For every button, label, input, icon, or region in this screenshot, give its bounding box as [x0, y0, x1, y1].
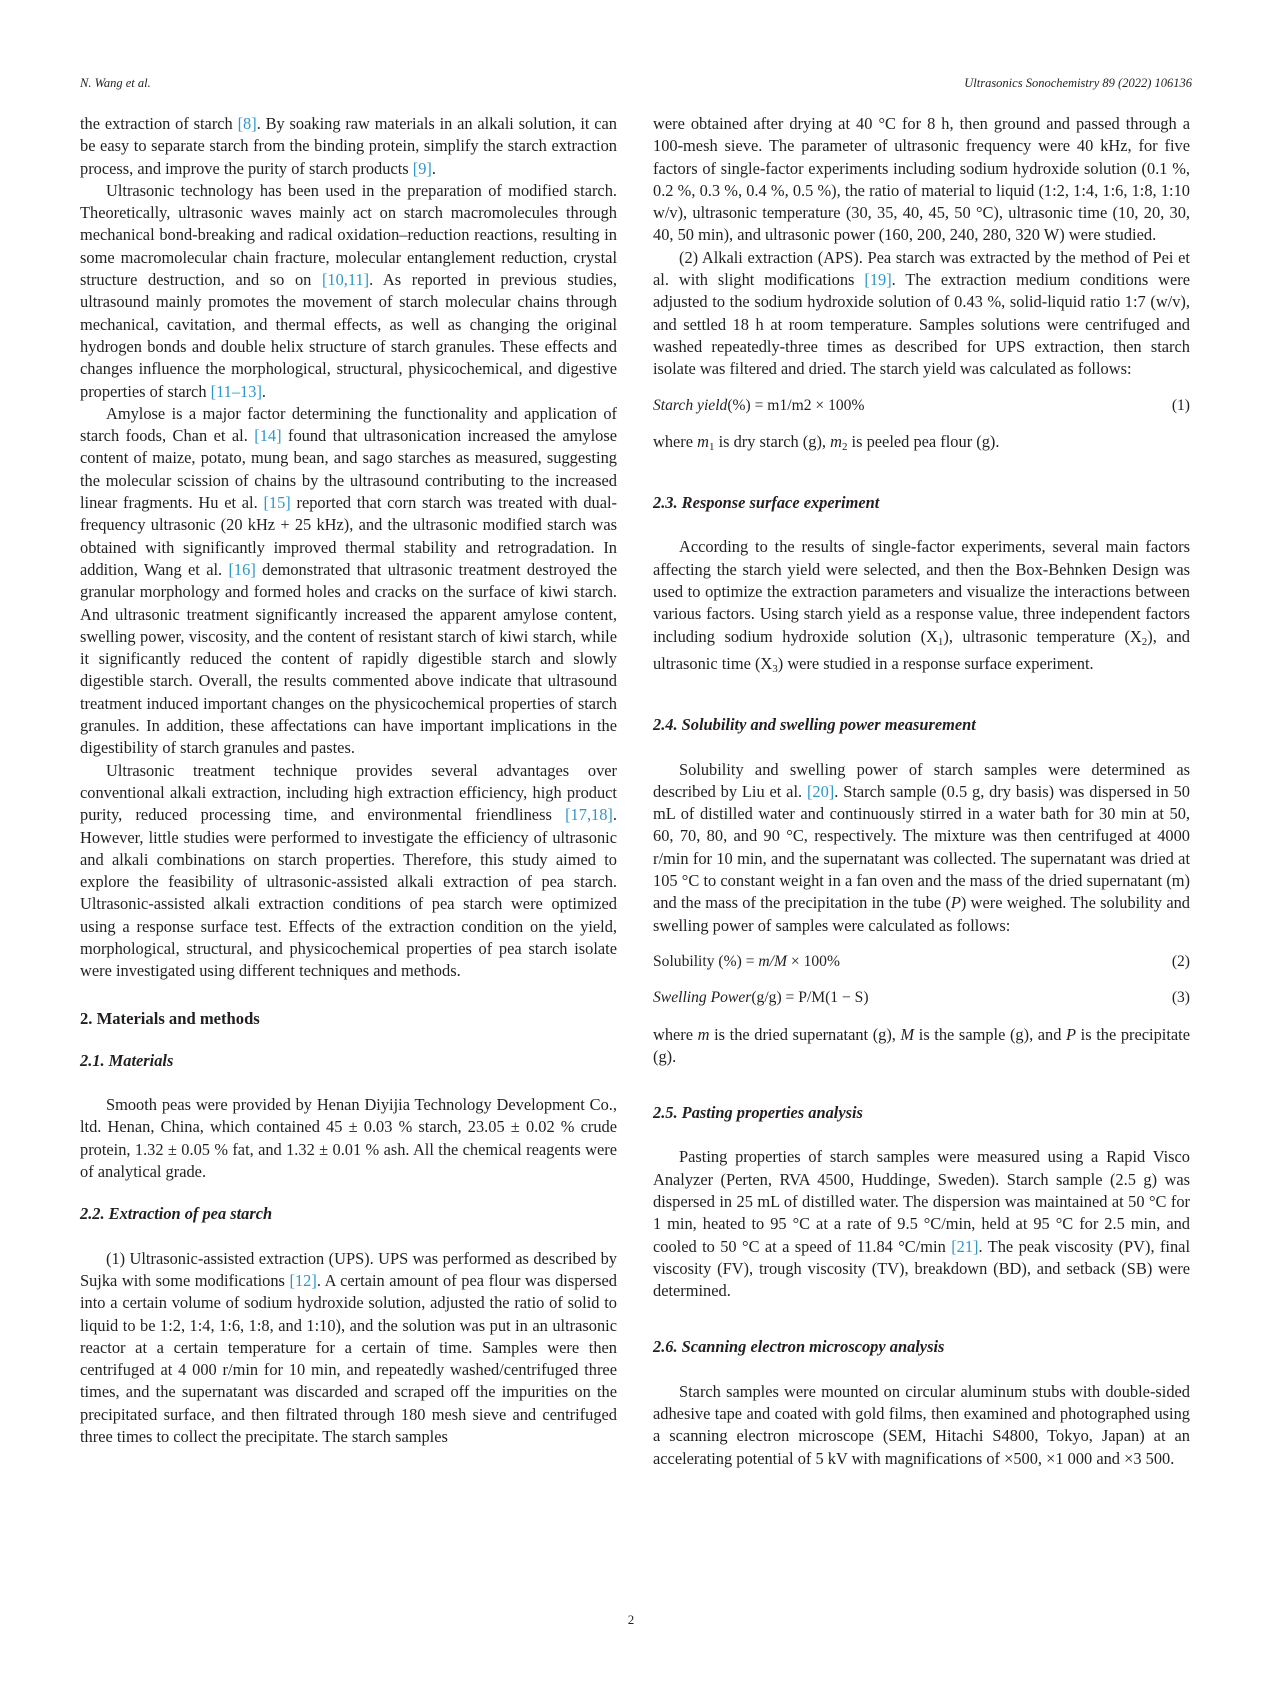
running-head-journal: Ultrasonics Sonochemistry 89 (2022) 106136 — [964, 76, 1192, 90]
paragraph-solubility: Solubility and swelling power of starch samples were determined as described by Liu et al. [20]. Starch sample (0.5 g, dry basis) was dispersed in 50 mL of distilled water and continuously stirred in a water bath for 30 min at 50, 60, 70, 80, and 90 °C, respectively. The mixture was then centrifuged at 4000 r/min for 10 min, and the supernatant was collected. The supernatant was dried at 105 °C to constant weight in a fan oven and the mass of the dried supernatant (m) and the mass of the precipitation in the tube (P) were weighed. The solubility and swelling power of samples were calculated as follows: — [653, 759, 1190, 935]
paragraph-ups-extraction: (1) Ultrasonic-assisted extraction (UPS). UPS was performed as described by Sujka with some modifications [12]. A certain amount of pea flour was dispersed into a certain volume of sodium hydroxide solution, adjusted the ratio of solid to liquid to be 1:2, 1:4, 1:6, 1:8, and 1:10), and the solution was put in an ultrasonic reactor at a certain temperature for a certain of time. Samples were then centrifuged at 4 000 r/min for 10 min, and repeatedly washed/centrifuged three times, and the supernatant was discarded and scraped off the impurities on the precipitated surface, and then filtrated through 180 mesh sieve and centrifuged three times to collect the precipitate. The starch samples — [80, 1248, 617, 1447]
left-column — [80, 113, 617, 1448]
citation-link[interactable]: [9] — [412, 158, 432, 178]
equation-number: (2) — [1171, 952, 1190, 970]
equation-number: (1) — [1171, 396, 1190, 414]
citation-link[interactable]: [17,18] — [565, 805, 613, 825]
citation-link[interactable]: [8] — [237, 114, 257, 133]
subsection-heading-pasting: 2.5. Pasting properties analysis — [653, 1103, 863, 1123]
paragraph-response-surface: According to the results of single-factor experiments, several main factors affecting the starch yield were selected, and then the Box-Behnken Design was used to optimize the extraction parameters and visualize the interactions between various factors. Using starch yield as a response value, three independent factors including sodium hydroxide solution $(X_1)$, ultrasonic temperature $(X_2)$, and ultrasonic time $(X_3)$ were studied in a response surface experiment. — [653, 537, 1190, 675]
citation-link[interactable]: [16] — [228, 559, 256, 579]
subsection-heading-extraction: 2.2. Extraction of pea starch — [80, 1204, 273, 1224]
equation-1-definitions: where $m_1$ is dry starch (g), $m_2$ is peeled pea flour (g). — [653, 431, 1000, 453]
citation-link[interactable]: [15] — [263, 493, 291, 513]
page-number: 2 — [627, 1612, 635, 1627]
paragraph-aps-extraction: (2) Alkali extraction (APS). Pea starch was extracted by the method of Pei et al. with slight modifications [19]. The extraction medium conditions were adjusted to the sodium hydroxide solution of 0.43 %, solid-liquid ratio 1:7 (w/v), and settled 18 h at room temperature. Samples solutions were centrifuged and washed repeatedly-three times as described for UPS extraction, then starch isolate was filtered and dried. The starch yield was calculated as follows: — [653, 247, 1190, 379]
paragraph-study-aim: Ultrasonic treatment technique provides several advantages over conventional alkali extraction, including high extraction efficiency, high product purity, reduced processing time, and environmental friendliness [17,18]. However, little studies were performed to investigate the efficiency of ultrasonic and alkali combinations on starch properties. Therefore, this study aimed to explore the feasibility of ultrasonic-assisted alkali extraction of pea starch. Ultrasonic-assisted alkali extraction conditions of pea starch were optimized using a response surface test. Effects of the extraction condition on the yield, morphological, structural, and physicochemical properties of pea starch isolate were investigated using different techniques and methods. — [80, 760, 617, 981]
citation-link[interactable]: [12] — [289, 1270, 317, 1290]
paragraph-sem: Starch samples were mounted on circular aluminum stubs with double-sided adhesive tape and coated with gold films, then examined and photographed using a scanning electron microscope (SEM, Hitachi S4800, Tokyo, Japan) at an accelerating potential of 5 kV with magnifications of ×500, ×1 000 and ×3 500. — [653, 1381, 1190, 1468]
paragraph-ups-continued: were obtained after drying at 40 °C for 8 h, then ground and passed through a 100-mesh sieve. The parameter of ultrasonic frequency were 40 kHz, for five factors of single-factor experiments including sodium hydroxide solution (0.1 %, 0.2 %, 0.3 %, 0.4 %, 0.5 %), the ratio of material to liquid (1:2, 1:4, 1:6, 1:8, 1:10 w/v), ultrasonic temperature (30, 35, 40, 45, 50 °C), ultrasonic time (10, 20, 30, 40, 50 min), and ultrasonic power (160, 200, 240, 280, 320 W) were studied. — [653, 114, 1190, 245]
citation-link[interactable]: [19] — [864, 270, 892, 290]
paragraph-ultrasonic-technology: Ultrasonic technology has been used in the preparation of modified starch. Theoretically, ultrasonic waves mainly act on starch macromolecules through mechanical bond-breaking and radical oxidation–reduction reactions, resulting in some macromolecular chain fracture, molecular entanglement reduction, crystal structure destruction, and so on [10,11]. As reported in previous studies, ultrasound mainly promotes the movement of starch molecular chains through mechanical, cavitation, and thermal effects, as well as changing the original hydrogen bonds and double helix structure of starch granules. These effects and changes influence the morphological, structural, physicochemical, and digestive properties of starch [11–13]. — [80, 180, 617, 401]
subsection-heading-sem: 2.6. Scanning electron microscopy analysis — [653, 1337, 945, 1357]
citation-link[interactable]: [20] — [806, 781, 835, 801]
citation-link[interactable]: [14] — [254, 426, 282, 446]
paragraph-pasting: Pasting properties of starch samples were measured using a Rapid Visco Analyzer (Perten, RVA 4500, Huddinge, Sweden). Starch sample (2.5 g) was dispersed in 25 mL of distilled water. The dispersion was maintained at 50 °C for 1 min, heated to 95 °C at a rate of 9.5 °C/min, held at 95 °C for 2.5 min, and cooled to 50 °C at a speed of 11.84 °C/min [21]. The peak viscosity (PV), final viscosity (FV), trough viscosity (TV), breakdown (BD), and setback (SB) were determined. — [653, 1147, 1190, 1301]
running-head-authors: N. Wang et al. — [80, 76, 151, 90]
subsection-heading-materials: 2.1. Materials — [80, 1050, 174, 1070]
paragraph-amylose: Amylose is a major factor determining the functionality and application of starch foods, Chan et al. [14] found that ultrasonication increased the amylose content of maize, potato, mung bean, and sago starches as measured, suggesting the molecular scission of chains by the ultrasound contributing to the increased linear fragments. Hu et al. [15] reported that corn starch was treated with dual-frequency ultrasonic (20 kHz + 25 kHz), and the ultrasonic modified starch was obtained with significantly improved thermal stability and retrogradation. In addition, Wang et al. [16] demonstrated that ultrasonic treatment destroyed the granular morphology and formed holes and cracks on the surface of kiwi starch. And ultrasonic treatment significantly increased the apparent amylose content, swelling power, viscosity, and the content of resistant starch of kiwi starch, while it significantly reduced the content of rapidly digestible starch and slowly digestible starch. Overall, the results commented above indicate that ultrasound treatment induced important changes on the physicochemical properties of starch granules. In addition, these affectations can have important implications in the digestibility of starch granules and pastes. — [80, 403, 617, 758]
equation-solubility: Solubility (%) = m/M × 100% (2) — [653, 951, 1190, 973]
equation-starch-yield: Starch yield(%) = m1/m2 × 100% (1) — [653, 395, 1190, 417]
citation-link[interactable]: [21] — [951, 1236, 979, 1256]
section-heading-materials-methods: 2. Materials and methods — [80, 1008, 260, 1028]
paragraph-materials: Smooth peas were provided by Henan Diyijia Technology Development Co., ltd. Henan, China, which contained 45 ± 0.03 % starch, 23.05 ± 0.02 % crude protein, 1.32 ± 0.05 % fat, and 1.32 ± 0.01 % ash. All the chemical reagents were of analytical grade. — [80, 1095, 617, 1182]
citation-link[interactable]: [10,11] — [321, 270, 370, 290]
subsection-heading-response-surface: 2.3. Response surface experiment — [653, 493, 880, 513]
right-column — [653, 113, 1190, 1470]
equation-2-3-definitions: where m is the dried supernatant (g), M is the sample (g), and P is the precipitate (g). — [653, 1024, 1190, 1066]
equation-number: (3) — [1171, 989, 1190, 1007]
paragraph-intro-alkali: the extraction of starch [8]. By soaking raw materials in an alkali solution, it can be easy to separate starch from the binding protein, simplify the starch extraction process, and improve the purity of starch products [9]. — [80, 114, 617, 178]
subsection-heading-solubility: 2.4. Solubility and swelling power measurement — [653, 715, 976, 735]
equation-swelling-power: Swelling Power(g/g) = P/M(1 − S) (3) — [653, 987, 1190, 1009]
citation-link[interactable]: [11–13] — [210, 381, 262, 401]
